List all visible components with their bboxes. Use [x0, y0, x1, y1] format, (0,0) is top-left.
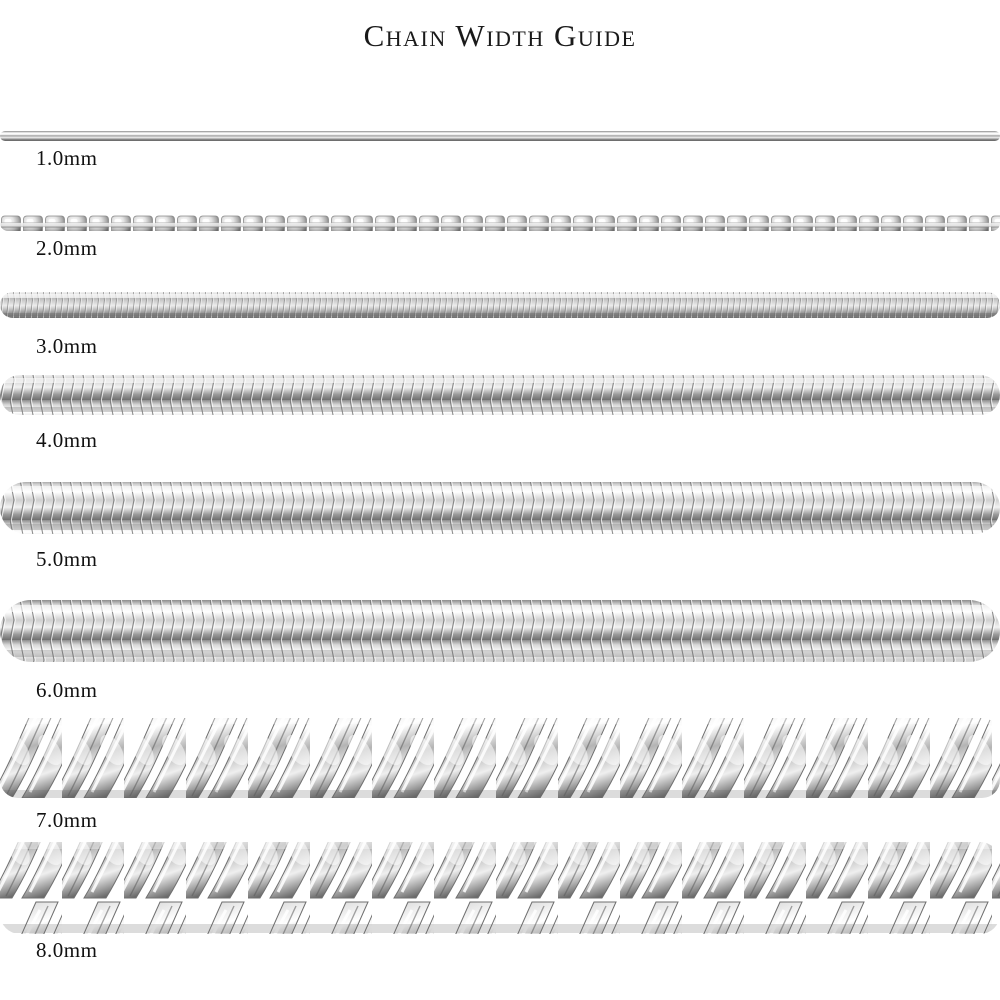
- chain-sample-7-0mm: [0, 716, 1000, 800]
- chain-sample-8-0mm: [0, 840, 1000, 936]
- page-title: Chain Width Guide: [363, 18, 637, 53]
- chain-sample-2-0mm: [0, 203, 1000, 233]
- chain-label-4-0mm: 4.0mm: [36, 428, 98, 452]
- chain-sample-5-0mm: [0, 482, 1000, 534]
- chain-label-1-0mm: 1.0mm: [36, 146, 98, 170]
- chain-label-8-0mm: 8.0mm: [36, 938, 98, 962]
- chain-label-5-0mm: 5.0mm: [36, 547, 98, 571]
- chain-sample-4-0mm: [0, 375, 1000, 415]
- chain-sample-1-0mm: [0, 131, 1000, 141]
- chain-label-2-0mm: 2.0mm: [36, 236, 98, 260]
- chain-label-6-0mm: 6.0mm: [36, 678, 98, 702]
- chain-label-3-0mm: 3.0mm: [36, 334, 98, 358]
- chain-sample-6-0mm: [0, 600, 1000, 662]
- chain-sample-3-0mm: [0, 292, 1000, 318]
- chain-label-7-0mm: 7.0mm: [36, 808, 98, 832]
